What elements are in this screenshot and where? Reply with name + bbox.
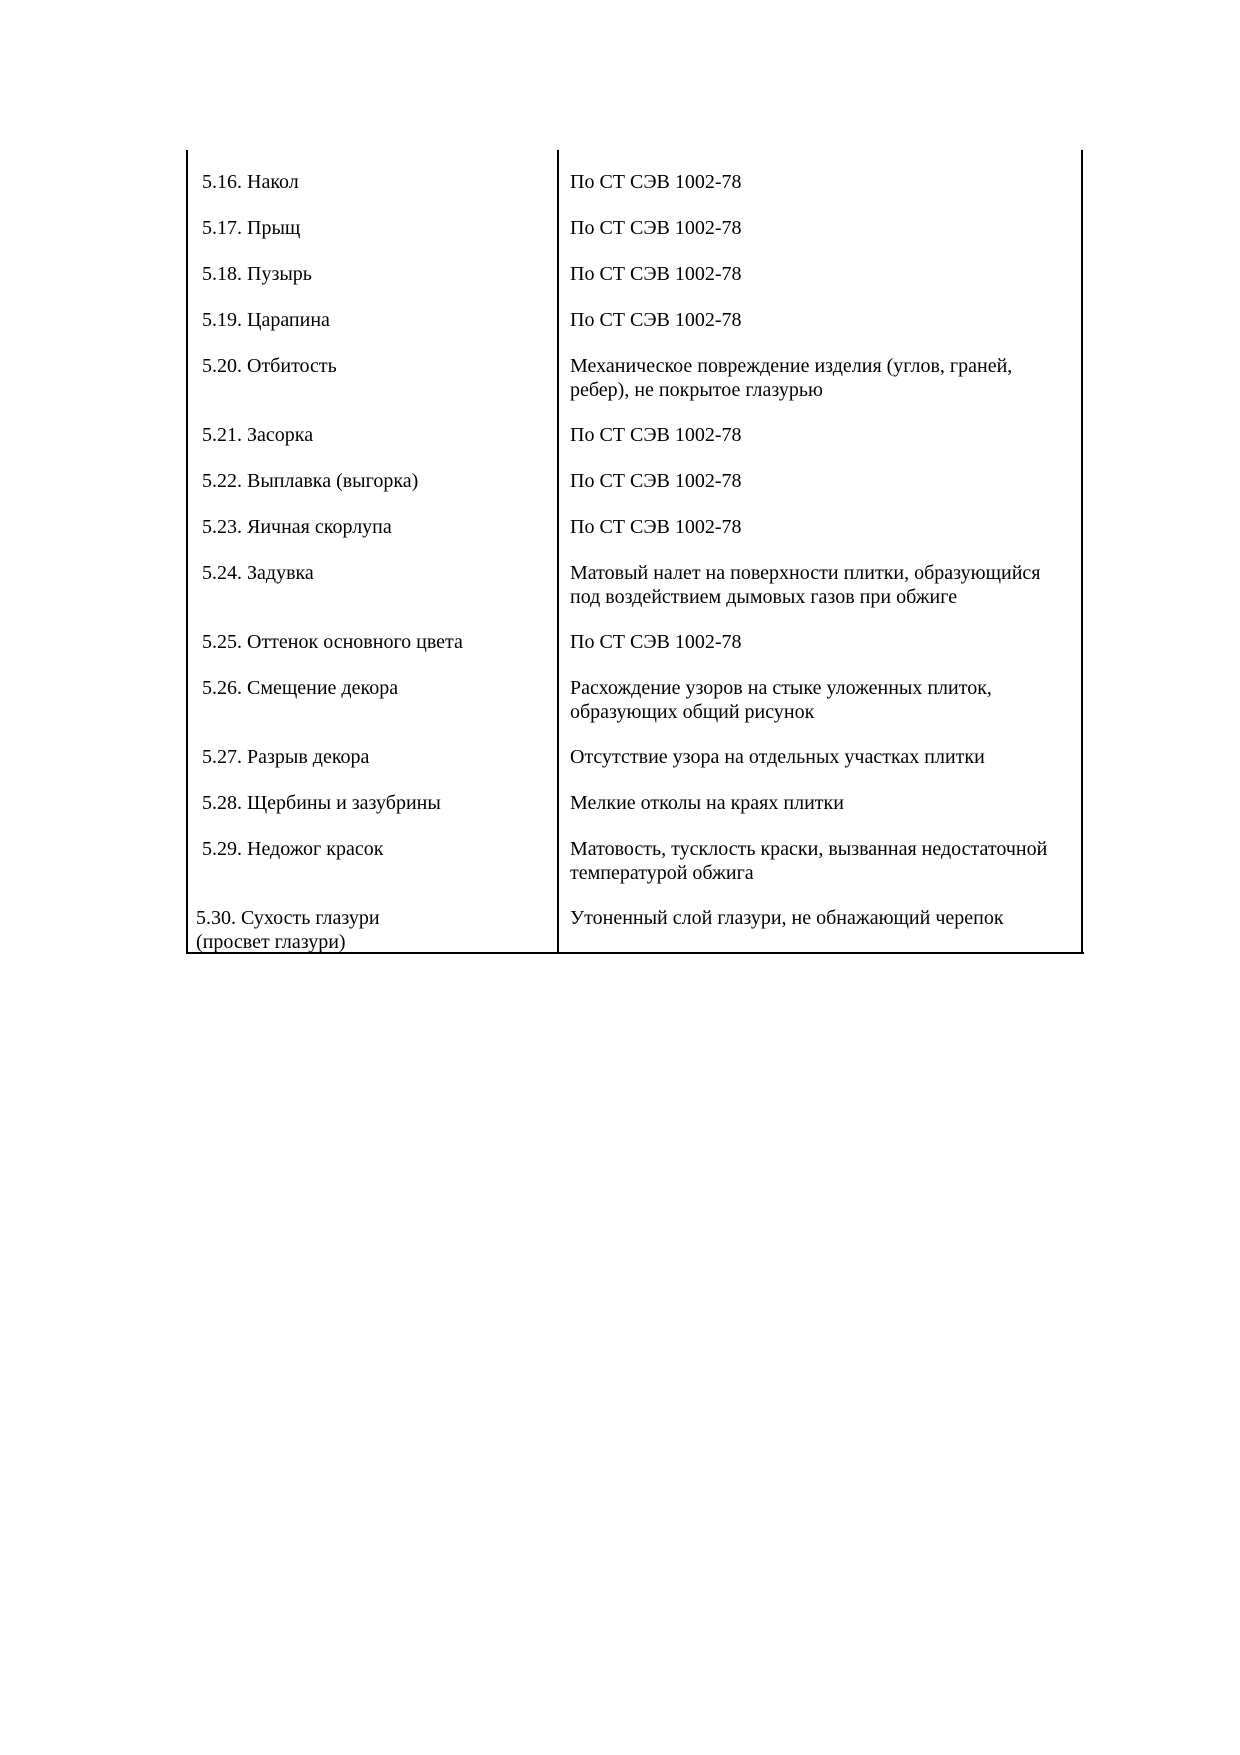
definition-cell: По СТ СЭВ 1002-78 xyxy=(570,631,742,653)
definition-cell: Механическое повреждение изделия (углов, граней, ребер), не покрытое глазурью xyxy=(570,355,1013,401)
definition-cell: По СТ СЭВ 1002-78 xyxy=(570,516,742,538)
definition-cell: По СТ СЭВ 1002-78 xyxy=(570,171,742,193)
definition-cell: Матовый налет на поверхности плитки, образующийся под воздействием дымовых газов при обжиге xyxy=(570,562,1041,608)
definition-cell: По СТ СЭВ 1002-78 xyxy=(570,217,742,239)
term-cell: 5.20. Отбитость xyxy=(202,355,337,377)
term-cell: 5.26. Смещение декора xyxy=(202,677,399,699)
term-cell: 5.22. Выплавка (выгорка) xyxy=(202,470,419,492)
definition-cell: По СТ СЭВ 1002-78 xyxy=(570,263,742,285)
definition-cell: По СТ СЭВ 1002-78 xyxy=(570,470,742,492)
term-cell: 5.23. Яичная скорлупа xyxy=(202,516,392,538)
term-cell: 5.29. Недожог красок xyxy=(202,838,384,860)
term-cell: 5.19. Царапина xyxy=(202,309,330,331)
term-cell: 5.16. Накол xyxy=(202,171,299,193)
term-cell: 5.18. Пузырь xyxy=(202,263,312,285)
term-cell: 5.27. Разрыв декора xyxy=(202,746,370,768)
definition-cell: Утоненный слой глазури, не обнажающий черепок xyxy=(570,907,1004,929)
term-cell: 5.30. Сухость глазури (просвет глазури) xyxy=(196,907,380,953)
definition-cell: Мелкие отколы на краях плитки xyxy=(570,792,844,814)
term-cell: 5.28. Щербины и зазубрины xyxy=(202,792,441,814)
definition-cell: По СТ СЭВ 1002-78 xyxy=(570,424,742,446)
term-cell: 5.17. Прыщ xyxy=(202,217,301,239)
term-cell: 5.25. Оттенок основного цвета xyxy=(202,631,463,653)
definition-cell: По СТ СЭВ 1002-78 xyxy=(570,309,742,331)
table-column-divider xyxy=(557,150,559,954)
term-cell: 5.24. Задувка xyxy=(202,562,314,584)
table-right-border xyxy=(1081,150,1083,954)
term-cell: 5.21. Засорка xyxy=(202,424,314,446)
definition-cell: Отсутствие узора на отдельных участках плитки xyxy=(570,746,985,768)
definition-cell: Расхождение узоров на стыке уложенных плиток, образующих общий рисунок xyxy=(570,677,992,723)
definition-cell: Матовость, тусклость краски, вызванная недостаточной температурой обжига xyxy=(570,838,1048,884)
defects-table xyxy=(186,150,1084,954)
table-left-border xyxy=(186,150,188,954)
